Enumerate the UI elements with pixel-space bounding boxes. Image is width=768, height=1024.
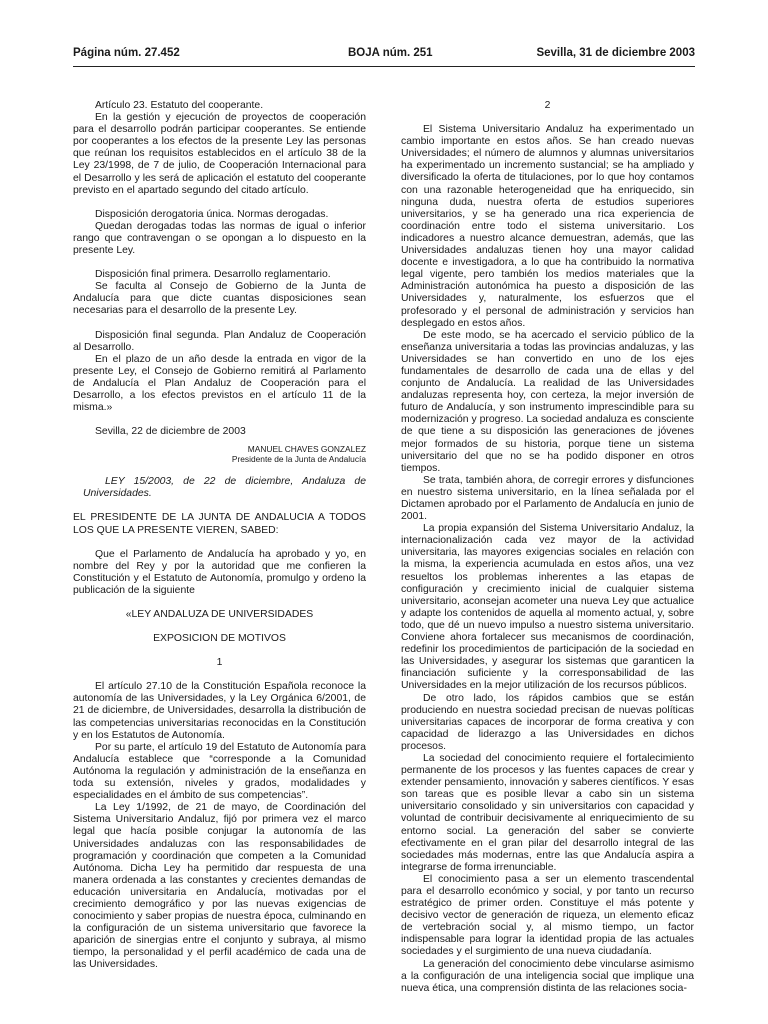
final-provision-2-body: En el plazo de un año desde la entrada en vigor de la presente Ley, el Consejo de Gobierno remitirá al Parlamento de Andalucía el Plan Andaluz de Cooperación para el Desarrollo, a los efectos previstos en el artículo 11 de la misma.» [73, 353, 366, 414]
right-column [401, 100, 694, 995]
paragraph-5: De otro lado, los rápidos cambios que se están produciendo en nuestra sociedad precisan de nuevas políticas universitarias capaces de incorporar de forma creativa y con capacidad de liderazgo a las Universidades en dichos procesos. [401, 692, 694, 752]
paragraph-6: La sociedad del conocimiento requiere el fortalecimiento permanente de los procesos y las fuentes capaces de crear y extender pensamiento, innovación y saberes científicos. Y esas son tareas que es posible llevar a cabo sin un sistema universitario consolidado y sin universitarios con capacidad y voluntad de contribuir decisivamente al enriquecimiento de su entorno social. La generación del saber se convierte efectivamente en el gran pilar del desarrollo integral de las sociedades más modernas, entre las que Andalucía aspira a integrarse de forma irrenunciable. [401, 752, 694, 873]
paragraph-4: La propia expansión del Sistema Universitario Andaluz, la internacionalización cada vez mayor de la actividad universitaria, las mayores exigencias sociales en relación con la misma, la experiencia acumulada en estos años, una vez resueltos los problemas inherentes a las etapas de configuración y crecimiento inicial de cualquier sistema universitario, aconsejan acometer una nueva Ley que actualice y adapte los contenidos de aquella al momento actual, y, sobre todo, que dé un nuevo impulso a nuestro sistema universitario. Conviene ahora fortalecer sus mecanismos de coordinación, redefinir los procedimientos de participación de la sociedad en las Universidades, y asegurar los sistemas que garanticen la financiación suficiente y la corresponsabilidad de las Universidades en la mejor utilización de los recursos públicos. [401, 523, 694, 692]
derogatory-provision-body: Quedan derogadas todas las normas de igual o inferior rango que contravengan o se opongan a lo dispuesto en la presente Ley. [73, 220, 366, 257]
left-column [73, 100, 366, 972]
paragraph-ley-1-1992: La Ley 1/1992, de 21 de mayo, de Coordinación del Sistema Universitario Andaluz, fijó por primera vez el marco legal que hacía posible conjugar la autonomía de las Universidades andaluzas con las responsabilidades de programación y coordinación que competen a la Comunidad Autónoma. Dicha Ley ha permitido dar respuesta de una manera ordenada a las constantes y crecientes demandas de educación universitaria en Andalucía, motivadas por el crecimiento demográfico y por las nuevas exigencias de conocimiento y saber propias de nuestra época, culminando en la configuración de un sistema universitario que favorece la aparición de sinergias entre el conjunto y subraya, al mismo tiempo, la personalidad y el perfil académico de cada una de las Universidades. [73, 802, 366, 971]
section-number-2: 2 [544, 100, 551, 111]
final-provision-1-body: Se faculta al Consejo de Gobierno de la Junta de Andalucía para que dicte cuantas disposiciones sean necesarias para el desarrollo de la presente Ley. [73, 281, 366, 317]
page-number: Página núm. 27.452 [73, 47, 180, 59]
section-number-1: 1 [216, 657, 223, 669]
article-23-body: En la gestión y ejecución de proyectos de cooperación para el desarrollo podrán participar cooperantes. Se entiende por cooperantes a los efectos de la presente Ley las personas que reúnan los requisitos establecidos en el artículo 38 de la Ley 23/1998, de 7 de julio, de Cooperación Internacional para el Desarrollo y les será de aplicación el estatuto del cooperante previsto en el apartado segundo del citado artículo. [73, 112, 366, 196]
header-rule [73, 66, 695, 67]
paragraph-3: Se trata, también ahora, de corregir errores y disfunciones en nuestro sistema universitario, en la línea señalada por el Dictamen aprobado por el Parlamento de Andalucía en junio de 2001. [401, 474, 694, 523]
bulletin-number: BOJA núm. 251 [348, 47, 433, 59]
paragraph-7: El conocimiento pasa a ser un elemento trascendental para el desarrollo económico y social, y por tanto un recurso estratégico de primer orden. Constituye el más potente y decisivo vector de generación de riqueza, un elemento eficaz de vertebración social y, al mismo tiempo, un factor indispensable para lograr la identidad propia de las actuales sociedades y el surgimiento de una nueva ciudadanía. [401, 873, 694, 958]
law-heading: «LEY ANDALUZA DE UNIVERSIDADES [125, 609, 314, 620]
explanatory-statement-heading: EXPOSICION DE MOTIVOS [153, 633, 286, 645]
final-provision-1-title: Disposición final primera. Desarrollo reglamentario. [95, 269, 331, 281]
article-23-title: Artículo 23. Estatuto del cooperante. [95, 100, 264, 111]
page-header [73, 47, 695, 63]
president-address: EL PRESIDENTE DE LA JUNTA DE ANDALUCIA A TODOS LOS QUE LA PRESENTE VIEREN, SABED: [73, 512, 366, 536]
paragraph-1: El Sistema Universitario Andaluz ha experimentado un cambio importante en estos años. Se han creado nuevas Universidades; el número de alumnos y alumnas universitarios ha experimentado un incremento sustancial; se ha ampliado y diversificado la oferta de titulaciones, por lo que hoy contamos con una razonable heterogeneidad que ha enriquecido, sin ninguna duda, nuestra oferta de estudios superiores universitarios, y se ha generado una rica experiencia de coordinación entre todo el sistema universitario. Los indicadores a nuestro alcance demuestran, además, que las Universidades andaluzas tienen hoy una mayor calidad docente e investigadora, a lo que ha contribuido la normativa legal vigente, pero también los medios materiales que la Administración autonómica ha puesto a disposición de las Universidades y, naturalmente, los esfuerzos que el profesorado y el personal de administración y servicios han desplegado en estos años. [401, 124, 694, 329]
paragraph-2: De este modo, se ha acercado el servicio público de la enseñanza universitaria a todas las provincias andaluzas, y las Universidades se han convertido en uno de los ejes fundamentales de desarrollo de cada una de ellas y del conjunto de Andalucía. La realidad de las Universidades andaluzas representa hoy, con certeza, la mejor inversión de futuro de Andalucía, y son instrumento imprescindible para su modernización y progreso. La sociedad andaluza es consciente de que tiene a su disposición las generaciones de jóvenes mejor formados de su historia, porque tiene un sistema universitario del que no se ha podido disponer en otros tiempos. [401, 329, 694, 474]
header-date: Sevilla, 31 de diciembre 2003 [536, 47, 695, 59]
paragraph-art-19: Por su parte, el artículo 19 del Estatuto de Autonomía para Andalucía establece que “corresponde a la Comunidad Autónoma la regulación y administración de la enseñanza en toda su extensión, niveles y grados, modalidades y especialidades en el ámbito de sus competencias”. [73, 741, 366, 802]
paragraph-art-27-10: El artículo 27.10 de la Constitución Española reconoce la autonomía de las Universidades, y la Ley Orgánica 6/2001, de 21 de diciembre, de Universidades, desarrolla la distribución de las competencias universitarias reconocidas en la Constitución y en los Estatutos de Autonomía. [73, 681, 366, 741]
signature-date: Sevilla, 22 de diciembre de 2003 [95, 426, 246, 438]
promulgation-text: Que el Parlamento de Andalucía ha aprobado y yo, en nombre del Rey y por la autoridad que me confieren la Constitución y el Estatuto de Autonomía, promulgo y ordeno la publicación de la siguiente [73, 548, 366, 596]
signer-role: Presidente de la Junta de Andalucía [231, 454, 366, 465]
law-title: LEY 15/2003, de 22 de diciembre, Andaluza de Universidades. [83, 476, 366, 500]
signer-name: MANUEL CHAVES GONZALEZ [247, 444, 366, 455]
paragraph-8: La generación del conocimiento debe vincularse asimismo a la configuración de una inteligencia social que implique una nueva ética, una comprensión distinta de las relaciones socia- [401, 958, 694, 994]
derogatory-provision-title: Disposición derogatoria única. Normas derogadas. [95, 208, 329, 220]
final-provision-2-title: Disposición final segunda. Plan Andaluz de Cooperación al Desarrollo. [73, 329, 366, 353]
